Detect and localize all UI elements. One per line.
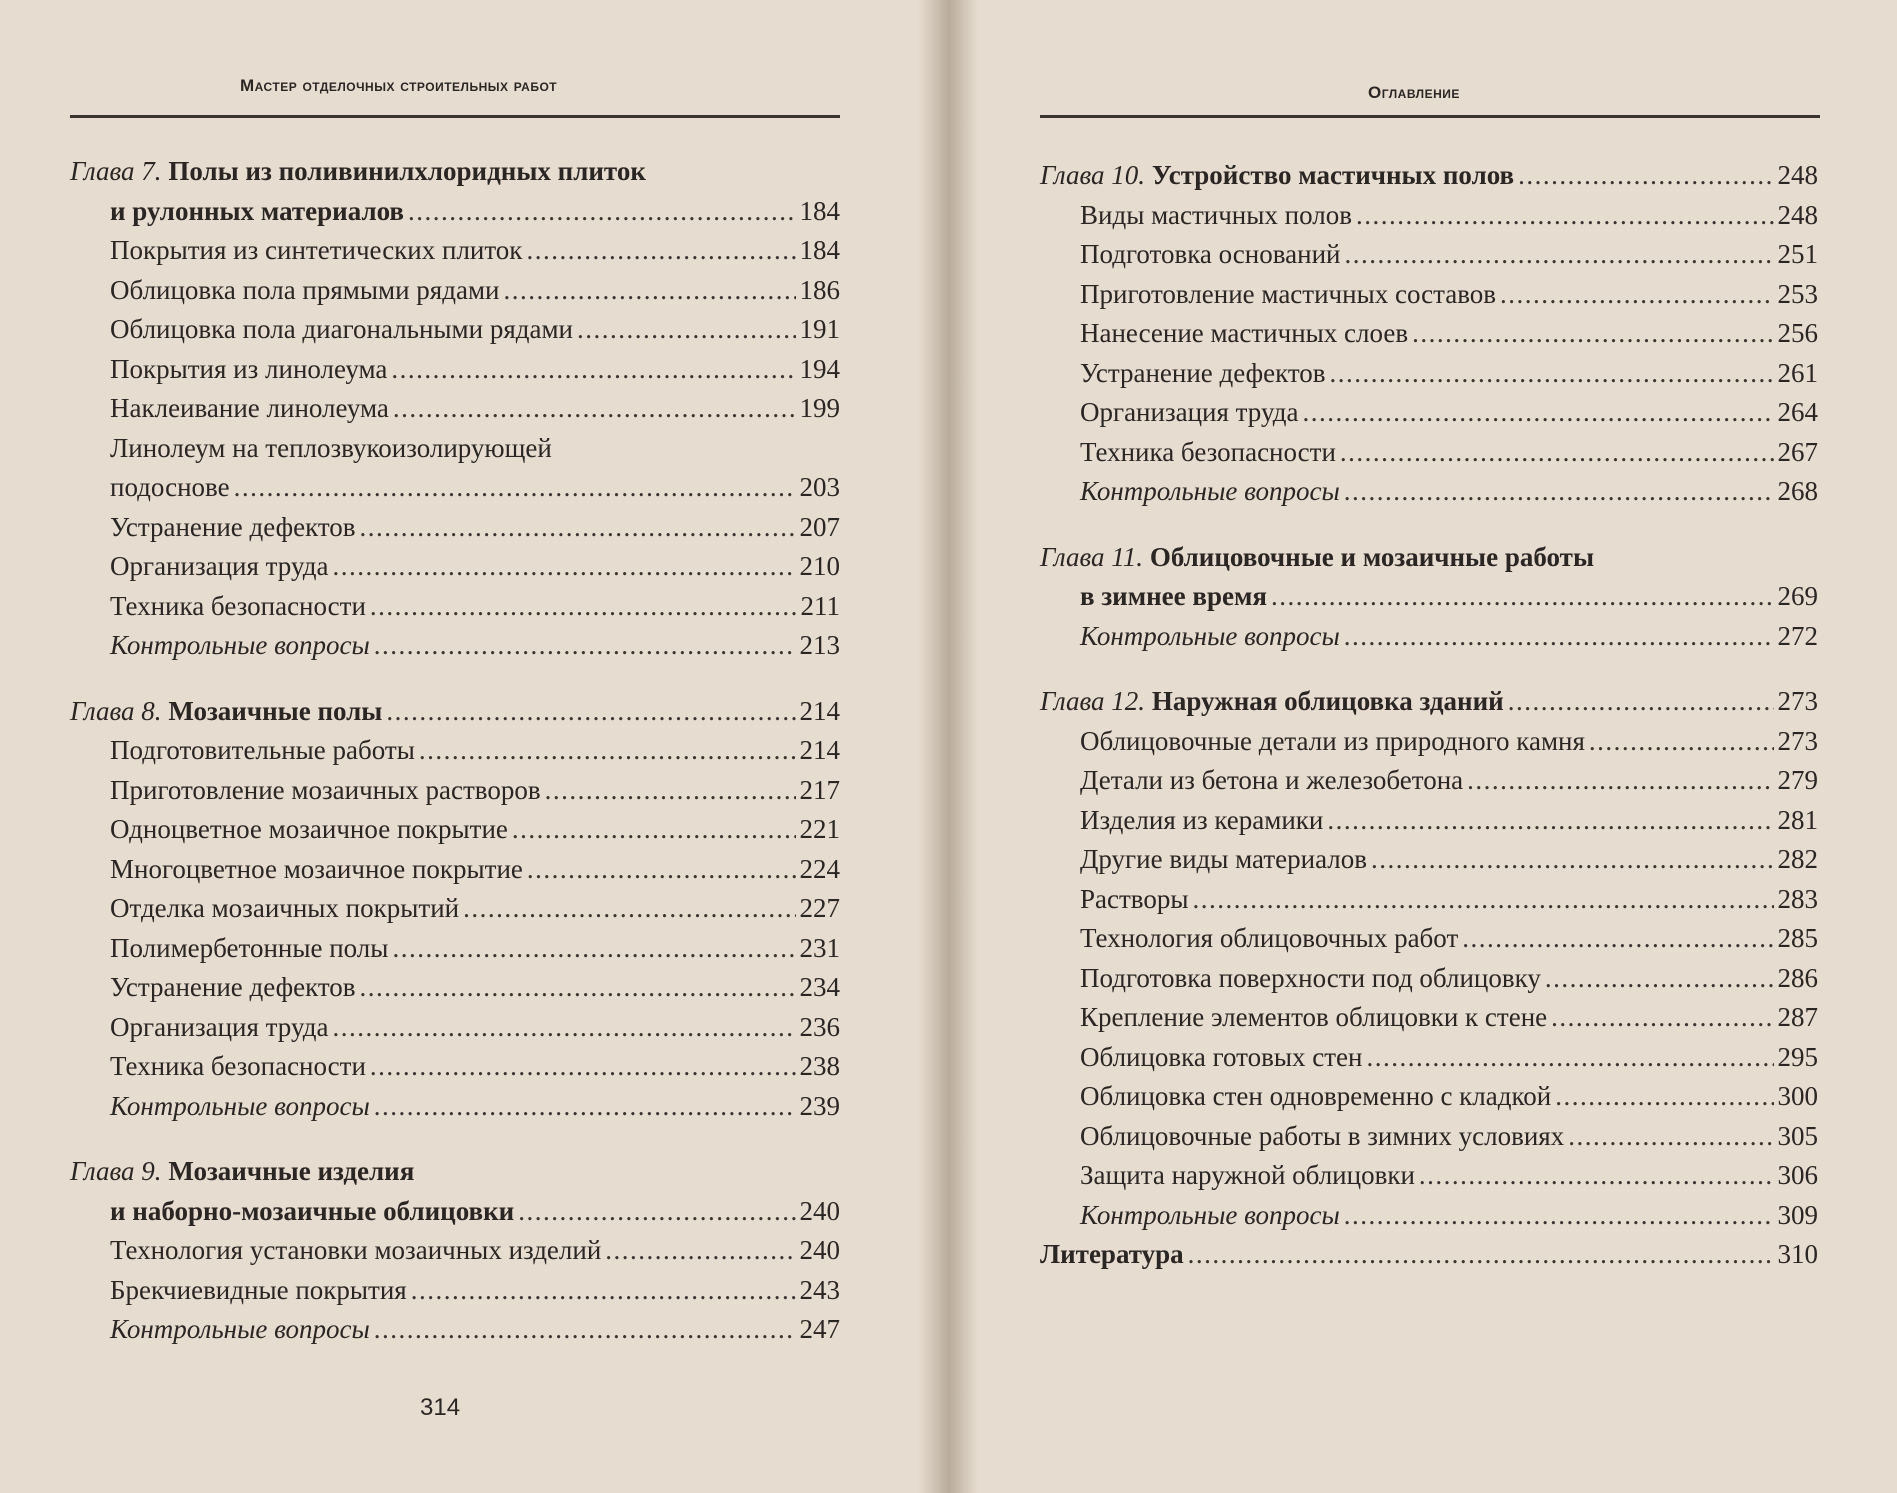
page-number: 213: [799, 630, 840, 660]
left-page: [0, 0, 948, 1493]
toc-entry[interactable]: [1040, 722, 1818, 762]
entry-title: Приготовление мозаичных растворов: [110, 774, 541, 805]
toc-entry[interactable]: [1040, 275, 1818, 315]
leader-dots: [1327, 801, 1773, 841]
leader-dots: [374, 1310, 796, 1350]
entry-title: Организация труда: [110, 551, 329, 581]
entry-title: Технология облицовочных работ: [1080, 923, 1459, 953]
entry-title: Контрольные вопросы: [1080, 620, 1340, 651]
toc-literature[interactable]: [1040, 1235, 1818, 1275]
leader-dots: [526, 231, 795, 271]
toc-entry[interactable]: [1040, 1077, 1818, 1117]
entry-title: Защита наружной облицовки: [1080, 1160, 1415, 1190]
leader-dots: [512, 810, 796, 850]
toc-entry[interactable]: [1040, 919, 1818, 959]
toc-entry[interactable]: [70, 468, 840, 508]
entry-title: Подготовительные работы: [110, 735, 415, 765]
toc-entry[interactable]: [70, 389, 840, 429]
toc-entry[interactable]: [70, 1047, 840, 1087]
leader-dots: [393, 389, 796, 429]
toc-entry[interactable]: [1040, 393, 1818, 433]
page-number: 269: [1777, 581, 1818, 611]
leader-dots: [386, 692, 795, 732]
chapter-prefix: Глава 8.: [70, 695, 162, 726]
toc-left: [70, 152, 840, 1350]
page-number: 306: [1777, 1160, 1818, 1190]
page-number: 267: [1777, 436, 1818, 467]
toc-entry[interactable]: [1040, 1117, 1818, 1157]
entry-title: Облицовка готовых стен: [1080, 1041, 1363, 1072]
leader-dots: [1555, 1077, 1773, 1117]
page-number: 287: [1777, 1002, 1818, 1032]
leader-dots: [518, 1192, 795, 1232]
page-number: 221: [799, 814, 840, 844]
leader-dots: [1330, 354, 1774, 394]
toc-questions[interactable]: [70, 1087, 840, 1127]
chapter-heading[interactable]: [70, 152, 840, 192]
toc-entry[interactable]: [70, 968, 840, 1008]
entry-title: Контрольные вопросы: [110, 630, 370, 660]
leader-dots: [1344, 1196, 1774, 1236]
toc-questions[interactable]: [70, 626, 840, 666]
page-number: 309: [1777, 1199, 1818, 1230]
entry-title: Брекчиевидные покрытия: [110, 1274, 407, 1305]
leader-dots: [1340, 433, 1774, 473]
entry-title: Многоцветное мозаичное покрытие: [110, 853, 523, 884]
page-number: 285: [1777, 923, 1818, 953]
page-number: 281: [1777, 804, 1818, 835]
entry-title: Техника безопасности: [1080, 436, 1336, 467]
entry-title: Растворы: [1080, 883, 1189, 914]
toc-entry[interactable]: [1040, 998, 1818, 1038]
page-number: 268: [1777, 476, 1818, 506]
leader-dots: [374, 626, 796, 666]
toc-right: [1040, 156, 1818, 1275]
toc-entry[interactable]: [1040, 433, 1818, 473]
leader-dots: [1419, 1156, 1774, 1196]
entry-title: Виды мастичных полов: [1080, 199, 1352, 230]
page-number: 273: [1777, 725, 1818, 756]
toc-entry[interactable]: [70, 350, 840, 390]
toc-entry[interactable]: [1040, 959, 1818, 999]
toc-entry[interactable]: [70, 771, 840, 811]
page-number: 305: [1777, 1120, 1818, 1151]
entry-title: Техника безопасности: [110, 1051, 366, 1081]
toc-entry[interactable]: [1040, 1038, 1818, 1078]
page-number: 191: [799, 314, 840, 344]
toc-entry[interactable]: [70, 929, 840, 969]
entry-title: Нанесение мастичных слоев: [1080, 318, 1409, 348]
entry-title: Одноцветное мозаичное покрытие: [110, 814, 508, 844]
chapter-heading-cont[interactable]: [70, 1192, 840, 1232]
toc-entry[interactable]: [70, 1008, 840, 1048]
leader-dots: [503, 271, 795, 311]
page-number: 207: [799, 511, 840, 542]
toc-entry[interactable]: [70, 1271, 840, 1311]
page-number: 256: [1777, 318, 1818, 348]
page-number: 238: [799, 1051, 840, 1081]
page-number: 240: [799, 1195, 840, 1226]
leader-dots: [360, 968, 796, 1008]
entry-title: Контрольные вопросы: [1080, 1199, 1340, 1230]
toc-entry[interactable]: [70, 731, 840, 771]
leader-dots: [391, 350, 795, 390]
entry-title: Контрольные вопросы: [110, 1314, 370, 1344]
leader-dots: [1568, 1117, 1773, 1157]
entry-title: Организация труда: [110, 1011, 329, 1042]
leader-dots: [1188, 1235, 1774, 1275]
toc-entry[interactable]: [1040, 235, 1818, 275]
toc-entry[interactable]: [1040, 801, 1818, 841]
page-number: 184: [799, 235, 840, 265]
page-number: 236: [799, 1011, 840, 1042]
leader-dots: [527, 850, 796, 890]
toc-entry[interactable]: [1040, 761, 1818, 801]
leader-dots: [370, 1047, 796, 1087]
page-number: 300: [1777, 1081, 1818, 1111]
page-number: 253: [1777, 278, 1818, 309]
leader-dots: [1366, 1038, 1773, 1078]
chapter-prefix: Глава 10.: [1040, 160, 1146, 190]
entry-title: Технология установки мозаичных изделий: [110, 1235, 602, 1265]
toc-entry[interactable]: [70, 508, 840, 548]
entry-title: Приготовление мастичных составов: [1080, 278, 1497, 309]
leader-dots: [1462, 919, 1773, 959]
page-number: 211: [800, 590, 840, 621]
entry-title: Крепление элементов облицовки к стене: [1080, 1002, 1548, 1032]
right-page: [948, 0, 1897, 1493]
entry-title: Наклеивание линолеума: [110, 393, 389, 423]
entry-title: Отделка мозаичных покрытий: [110, 893, 460, 923]
leader-dots: [1467, 761, 1773, 801]
chapter-heading-cont[interactable]: [1040, 577, 1818, 617]
page-number: 310: [1777, 1239, 1818, 1269]
leader-dots: [1518, 156, 1773, 196]
toc-entry[interactable]: [70, 587, 840, 627]
leader-dots: [463, 889, 795, 929]
toc-entry[interactable]: [70, 310, 840, 350]
leader-dots: [1551, 998, 1773, 1038]
leader-dots: [408, 192, 795, 232]
chapter-prefix: Глава 12.: [1040, 686, 1146, 716]
entry-title: Литература: [1040, 1239, 1184, 1269]
entry-title: Линолеум на теплозвукоизолирующей: [110, 432, 552, 463]
toc-entry-line1[interactable]: [70, 429, 840, 469]
chapter-title: Облицовочные и мозаичные работы: [1149, 541, 1595, 572]
chapter-title: Мозаичные изделия: [168, 1156, 415, 1186]
page-number: 247: [799, 1314, 840, 1344]
chapter-heading[interactable]: [1040, 682, 1818, 722]
page-number: 240: [799, 1235, 840, 1265]
toc-entry[interactable]: [1040, 840, 1818, 880]
leader-dots: [1344, 617, 1774, 657]
leader-dots: [360, 508, 796, 548]
leader-dots: [332, 547, 795, 587]
leader-dots: [374, 1087, 796, 1127]
page-number: 224: [799, 853, 840, 884]
entry-title: Устранение дефектов: [110, 511, 356, 542]
spacer: [70, 1126, 840, 1152]
leader-dots: [1508, 682, 1774, 722]
chapter-heading[interactable]: [1040, 538, 1818, 578]
header-rule: [1040, 115, 1820, 118]
page-number: 214: [799, 695, 840, 726]
page-number: 283: [1777, 883, 1818, 914]
entry-title: Подготовка поверхности под облицовку: [1080, 962, 1541, 993]
entry-title: Полимербетонные полы: [110, 932, 389, 963]
leader-dots: [577, 310, 795, 350]
entry-title: подоснове: [110, 472, 230, 502]
toc-entry[interactable]: [70, 547, 840, 587]
page-number: 243: [799, 1274, 840, 1305]
entry-title: Подготовка оснований: [1080, 239, 1341, 269]
spacer: [1040, 656, 1818, 682]
chapter-title: Наружная облицовка зданий: [1151, 686, 1504, 716]
page-number: 184: [799, 195, 840, 226]
page-number: 248: [1777, 199, 1818, 230]
toc-entry[interactable]: [70, 810, 840, 850]
page-number: 214: [799, 735, 840, 765]
entry-title: Покрытия из линолеума: [110, 353, 388, 384]
entry-title: Облицовка стен одновременно с кладкой: [1080, 1081, 1552, 1111]
chapter-title: Полы из поливинилхлоридных плиток: [168, 156, 646, 186]
chapter-heading[interactable]: [70, 1152, 840, 1192]
page-number: 203: [799, 472, 840, 502]
toc-entry[interactable]: [70, 889, 840, 929]
toc-entry[interactable]: [70, 231, 840, 271]
page-number: 282: [1777, 844, 1818, 874]
chapter-prefix: Глава 7.: [70, 156, 162, 186]
toc-entry[interactable]: [70, 1231, 840, 1271]
leader-dots: [1412, 314, 1773, 354]
page-number: 279: [1777, 765, 1818, 795]
toc-questions[interactable]: [1040, 472, 1818, 512]
toc-entry[interactable]: [70, 850, 840, 890]
page-number: 239: [799, 1090, 840, 1121]
chapter-title: Мозаичные полы: [168, 695, 383, 726]
entry-title: Контрольные вопросы: [110, 1090, 370, 1121]
leader-dots: [1193, 880, 1774, 920]
chapter-prefix: Глава 11.: [1040, 541, 1144, 572]
entry-title: Контрольные вопросы: [1080, 476, 1340, 506]
page-number: 227: [799, 893, 840, 923]
leader-dots: [1302, 393, 1773, 433]
entry-title: Изделия из керамики: [1080, 804, 1324, 835]
toc-entry[interactable]: [1040, 196, 1818, 236]
entry-title: Облицовка пола прямыми рядами: [110, 274, 500, 305]
leader-dots: [419, 731, 796, 771]
page-number: 273: [1777, 686, 1818, 716]
chapter-heading[interactable]: [70, 692, 840, 732]
running-head-right: Оглавление: [1368, 83, 1460, 102]
page-number: 186: [799, 274, 840, 305]
page-number: 199: [799, 393, 840, 423]
page-folio: 314: [420, 1394, 461, 1421]
leader-dots: [1344, 472, 1774, 512]
toc-questions[interactable]: [70, 1310, 840, 1350]
page-number: 264: [1777, 397, 1818, 427]
chapter-title: и наборно-мозаичные облицовки: [110, 1195, 515, 1226]
page-number: 295: [1777, 1041, 1818, 1072]
leader-dots: [234, 468, 796, 508]
toc-questions[interactable]: [1040, 1196, 1818, 1236]
entry-title: Облицовка пола диагональными рядами: [110, 314, 574, 344]
page-number: 251: [1777, 239, 1818, 269]
toc-entry[interactable]: [1040, 880, 1818, 920]
page-number: 234: [799, 972, 840, 1002]
entry-title: Облицовочные работы в зимних условиях: [1080, 1120, 1565, 1151]
chapter-prefix: Глава 9.: [70, 1156, 162, 1186]
page-number: 210: [799, 551, 840, 581]
toc-entry[interactable]: [1040, 1156, 1818, 1196]
leader-dots: [545, 771, 796, 811]
chapter-title: Устройство мастичных полов: [1151, 160, 1515, 190]
leader-dots: [1371, 840, 1773, 880]
chapter-heading[interactable]: [1040, 156, 1818, 196]
toc-entry[interactable]: [70, 271, 840, 311]
entry-title: Детали из бетона и железобетона: [1080, 765, 1464, 795]
leader-dots: [1589, 722, 1774, 762]
leader-dots: [1356, 196, 1774, 236]
leader-dots: [1344, 235, 1773, 275]
chapter-title: и рулонных материалов: [110, 195, 405, 226]
leader-dots: [1271, 577, 1774, 617]
toc-questions[interactable]: [1040, 617, 1818, 657]
entry-title: Облицовочные детали из природного камня: [1080, 725, 1585, 756]
leader-dots: [1500, 275, 1773, 315]
spacer: [1040, 512, 1818, 538]
page-number: 272: [1777, 620, 1818, 651]
leader-dots: [332, 1008, 795, 1048]
chapter-title: в зимнее время: [1080, 581, 1267, 611]
page-number: 194: [799, 353, 840, 384]
leader-dots: [1545, 959, 1774, 999]
toc-entry[interactable]: [1040, 314, 1818, 354]
entry-title: Организация труда: [1080, 397, 1299, 427]
page-number: 231: [799, 932, 840, 963]
page-number: 261: [1777, 357, 1818, 388]
entry-title: Техника безопасности: [110, 590, 366, 621]
leader-dots: [605, 1231, 795, 1271]
entry-title: Покрытия из синтетических плиток: [110, 235, 523, 265]
leader-dots: [392, 929, 795, 969]
page-number: 286: [1777, 962, 1818, 993]
toc-entry[interactable]: [1040, 354, 1818, 394]
entry-title: Другие виды материалов: [1080, 844, 1368, 874]
chapter-heading-cont[interactable]: [70, 192, 840, 232]
page-number: 217: [799, 774, 840, 805]
leader-dots: [411, 1271, 796, 1311]
entry-title: Устранение дефектов: [1080, 357, 1326, 388]
leader-dots: [370, 587, 797, 627]
header-rule: [70, 115, 840, 118]
entry-title: Устранение дефектов: [110, 972, 356, 1002]
running-head-left: Мастер отделочных строительных работ: [240, 76, 558, 95]
page-number: 248: [1777, 160, 1818, 190]
spacer: [70, 666, 840, 692]
